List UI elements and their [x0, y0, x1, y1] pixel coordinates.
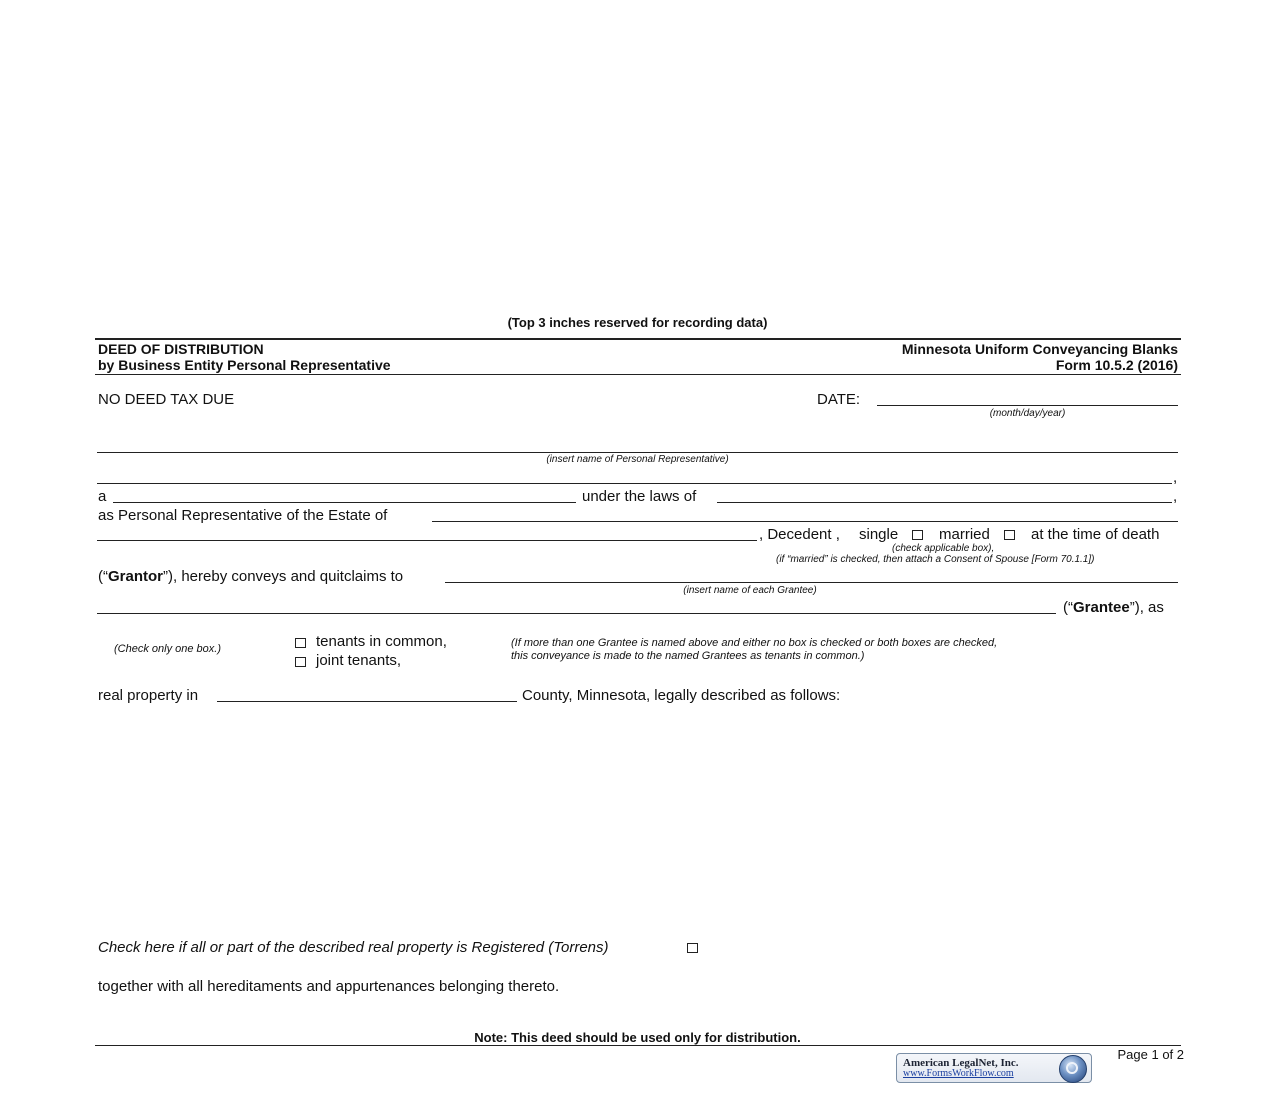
joint-tenants-label: joint tenants,: [316, 652, 402, 669]
consent-of-spouse-hint: (if “married” is checked, then attach a Consent of Spouse [Form 70.1.1]): [776, 554, 1095, 565]
footer-rule: [95, 1045, 1181, 1046]
globe-icon: [1059, 1055, 1087, 1083]
hereditaments-text: together with all hereditaments and appurtenances belonging thereto.: [98, 978, 560, 995]
grantee-clause: [1063, 599, 1164, 616]
grantor-open-quote: (“: [98, 568, 108, 585]
grantee-as-text: ”), as: [1129, 599, 1164, 616]
form-title: DEED OF DISTRIBUTION: [98, 341, 264, 357]
check-one-instruction: (Check only one box.): [114, 643, 221, 655]
grantee-term: Grantee: [1073, 599, 1130, 616]
grantee-name-field-2[interactable]: [97, 613, 1056, 614]
grantee-hint: (insert name of each Grantee): [683, 585, 817, 596]
property-prefix: real property in: [98, 687, 199, 704]
date-hint: (month/day/year): [989, 408, 1066, 419]
recording-note: (Top 3 inches reserved for recording data): [507, 315, 768, 330]
time-of-death-label: at the time of death: [1031, 526, 1160, 543]
check-applicable-hint: (check applicable box),: [892, 543, 995, 554]
single-checkbox[interactable]: [912, 530, 923, 540]
county-field[interactable]: [217, 701, 517, 702]
personal-rep-hint: (insert name of Personal Representative): [546, 454, 729, 465]
legal-description-area[interactable]: [97, 712, 1178, 930]
single-label: single: [859, 526, 899, 543]
no-deed-tax-label: NO DEED TAX DUE: [98, 391, 235, 408]
entity-type-field[interactable]: [113, 502, 576, 503]
entity-comma: ,: [1173, 488, 1178, 505]
joint-tenants-checkbox[interactable]: [295, 657, 306, 667]
tenancy-note-line2: this conveyance is made to the named Grantees as tenants in common.): [511, 650, 865, 662]
form-subtitle: by Business Entity Personal Representative: [98, 357, 391, 373]
personal-rep-name-field[interactable]: [97, 452, 1178, 453]
torrens-checkbox[interactable]: [687, 943, 698, 953]
decedent-label: , Decedent ,: [759, 526, 840, 543]
header-bottom-rule: [95, 374, 1181, 375]
grantor-term: Grantor: [108, 568, 164, 585]
tenants-in-common-checkbox[interactable]: [295, 638, 306, 648]
personal-rep-name-field-2[interactable]: [97, 483, 1172, 484]
estate-name-field[interactable]: [432, 521, 1178, 522]
entity-prefix: a: [98, 488, 107, 505]
form-series: Minnesota Uniform Conveyancing Blanks: [901, 341, 1178, 357]
page-number: Page 1 of 2: [1117, 1047, 1184, 1062]
grantor-clause: [98, 568, 403, 585]
header-top-rule: [95, 338, 1181, 340]
tenancy-note-line1: (If more than one Grantee is named above and either no box is checked or both boxes are checked,: [511, 637, 998, 649]
property-suffix: County, Minnesota, legally described as follows:: [522, 687, 841, 704]
form-number: Form 10.5.2 (2016): [1055, 357, 1178, 373]
tenants-in-common-label: tenants in common,: [316, 633, 447, 650]
american-legalnet-logo[interactable]: [896, 1053, 1092, 1083]
grantor-conveys-text: ”), hereby conveys and quitclaims to: [163, 568, 404, 585]
logo-company-name: American LegalNet, Inc.: [903, 1057, 1019, 1069]
logo-url-link[interactable]: www.FormsWorkFlow.com: [903, 1068, 1014, 1079]
date-label: DATE:: [817, 391, 861, 408]
footer-note: Note: This deed should be used only for distribution.: [474, 1030, 801, 1045]
entity-laws-label: under the laws of: [582, 488, 697, 505]
grantee-open-quote: (“: [1063, 599, 1073, 616]
decedent-name-field[interactable]: [97, 540, 757, 541]
married-checkbox[interactable]: [1004, 530, 1015, 540]
grantee-name-field[interactable]: [445, 582, 1178, 583]
married-label: married: [939, 526, 990, 543]
personal-rep-comma: ,: [1173, 469, 1178, 486]
torrens-text: Check here if all or part of the described real property is Registered (Torrens): [98, 939, 609, 956]
jurisdiction-field[interactable]: [717, 502, 1172, 503]
date-field[interactable]: [877, 405, 1178, 406]
estate-label: as Personal Representative of the Estate of: [98, 507, 388, 524]
